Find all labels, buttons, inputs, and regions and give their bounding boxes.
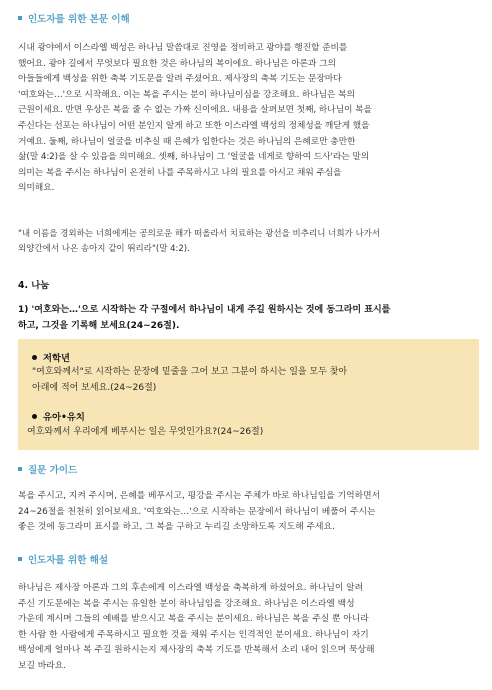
group-instructions-preschool: [27, 424, 263, 440]
square-bullet-icon: [18, 467, 22, 471]
text-line: 주신다는 선포는 하나님이 어떤 분인지 알게 하고 또한 이스라엘 백성의 정체성을 깨닫게 했을: [18, 120, 370, 131]
text-line: 하나님은 제사장 아론과 그의 후손에게 이스라엘 백성을 축복하게 하셨어요. 하나님이 알려: [18, 583, 364, 593]
group-title-preschool: [32, 409, 85, 423]
text-line: 거예요. 둘째, 하나님이 얼굴을 비추실 때 은혜가 임한다는 것은 하나님의 은혜로만 충만한: [18, 136, 356, 147]
text-line: 주신 기도문에는 복을 주시는 유일한 분이 하나님임을 강조해요. 하나님은 이스라엘 백성: [18, 598, 355, 609]
scripture-quote: [18, 227, 480, 258]
round-bullet-icon: [32, 355, 37, 360]
text-line: 보길 바라요.: [18, 660, 67, 671]
square-bullet-icon: [18, 16, 22, 20]
section-heading-guide: [18, 462, 77, 476]
text-line: 1) '여호와는…'으로 시작하는 각 구절에서 하나님이 내게 주길 원하시는 것에 동그라미 표시를: [18, 305, 391, 315]
section-title: 질문 가이드: [28, 465, 78, 476]
explanation-paragraph: [18, 581, 480, 675]
text-line: 의미는 복을 주시는 하나님이 온전히 나를 주목하시고 나의 필요를 아시고 채워 주심을: [18, 167, 342, 178]
text-line: 했어요. 광야 길에서 무엇보다 필요한 것은 하나님의 복이에요. 하나님은 아론과 그의: [18, 58, 336, 69]
text-line: 한 사람 한 사람에게 주목하시고 필요한 것을 채워 주시는 인격적인 분이세요. 하나님이 자기: [18, 629, 369, 640]
text-line: 삶(말 4:2)을 살 수 있음을 의미해요. 셋째, 하나님이 그 '얼굴을 네게로 향하여 드사'라는 말의: [18, 152, 370, 163]
text-line: 근원이세요. 반면 우상은 복을 줄 수 없는 가짜 신이에요. 내용을 살펴보면 첫째, 하나님이 복을: [18, 105, 372, 116]
text-line: 시내 광야에서 이스라엘 백성은 하나님 말씀대로 진영을 정비하고 광야를 행진할 준비를: [18, 43, 348, 53]
sharing-question: [18, 303, 480, 334]
text-line: 가운데 계시며 그들의 예배를 받으시고 복을 주시는 분이세요. 하나님은 복을 주실 뿐 아니라: [18, 614, 369, 625]
text-line: "내 이름을 경외하는 너희에게는 공의로운 해가 떠올라서 치료하는 광선을 비추리니 너희가 나가서: [18, 229, 381, 239]
text-line: 좋은 것에 동그라미 표시를 하고, 그 복을 구하고 누리길 소망하도록 지도해 주세요.: [18, 522, 335, 533]
section-heading-understanding: [18, 11, 130, 25]
understanding-paragraph: [18, 41, 480, 197]
group-title-lower-grade: [32, 350, 70, 364]
section-title: 인도자를 위한 해설: [28, 555, 109, 566]
sharing-heading: 4. 나눔: [18, 280, 50, 291]
age-group-box: [18, 339, 479, 450]
group-instructions-lower-grade: [32, 364, 347, 396]
guide-paragraph: [18, 489, 480, 536]
text-line: 복을 주시고, 지켜 주시며, 은혜를 베푸시고, 평강을 주시는 주체가 바로 하나님임을 기억하면서: [18, 491, 381, 501]
group-title-text: 유아•유치: [43, 412, 85, 423]
section-heading-explanation: [18, 552, 108, 566]
text-line: 하고, 그것을 기록해 보세요(24~26절).: [18, 320, 180, 331]
text-line: 백성에게 얼마나 복 주길 원하시는지 제사장의 축복 기도를 반복해서 소리 내어 읽으며 묵상해: [18, 645, 375, 656]
text-line: '여호와는…'으로 시작해요. 이는 복을 주시는 분이 하나님이심을 강조해요. 하나님은 복의: [18, 89, 355, 100]
square-bullet-icon: [18, 557, 22, 561]
group-title-text: 저학년: [43, 353, 70, 364]
text-line: 24~26절을 천천히 읽어보세요. '여호와는…'으로 시작하는 문장에서 하나님이 베풀어 주시는: [18, 506, 376, 517]
text-line: 아래에 적어 보세요.(24~26절): [32, 383, 157, 393]
text-line: 아들들에게 백성을 위한 축복 기도문을 알려 주셨어요. 제사장의 축복 기도는 문장마다: [18, 74, 342, 85]
round-bullet-icon: [32, 414, 37, 419]
text-line: 여호와께서 우리에게 베푸시는 일은 무엇인가요?(24~26절): [27, 427, 264, 437]
text-line: 외양간에서 나온 송아지 같이 뛰리라"(말 4:2).: [18, 244, 190, 255]
text-line: 의미해요.: [18, 183, 55, 194]
text-line: "여호와께서"로 시작하는 문장에 밑줄을 그어 보고 그분이 하시는 일을 모두 찾아: [32, 367, 348, 377]
section-title: 인도자를 위한 본문 이해: [28, 14, 130, 25]
